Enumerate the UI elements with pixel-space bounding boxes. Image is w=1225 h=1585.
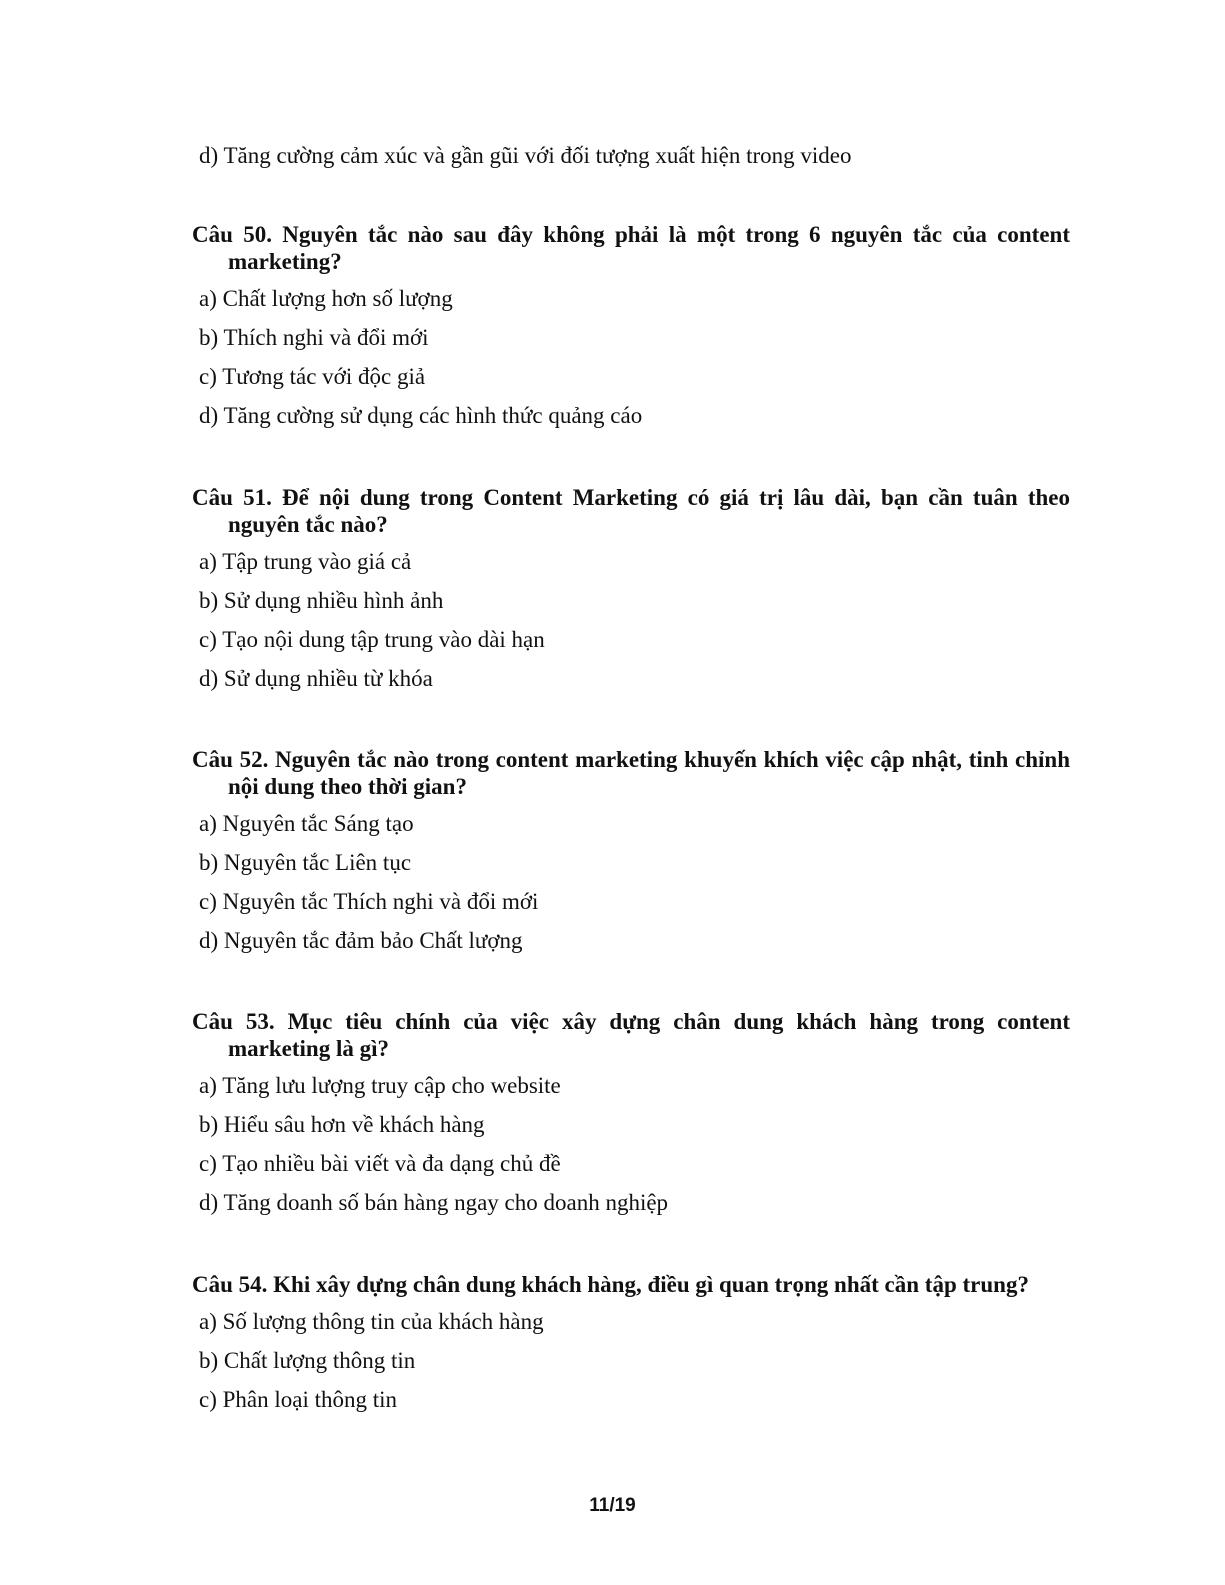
option-list xyxy=(192,548,1070,704)
option-c: c) Nguyên tắc Thích nghi và đổi mới xyxy=(199,889,539,914)
option-b: b) Chất lượng thông tin xyxy=(199,1348,416,1373)
question-label: Câu 50. xyxy=(192,222,272,247)
option-b: b) Thích nghi và đổi mới xyxy=(199,325,429,350)
question-text xyxy=(192,484,1070,538)
option-c: c) Tạo nhiều bài viết và đa dạng chủ đề xyxy=(199,1151,561,1176)
option-list xyxy=(192,285,1070,441)
question-text xyxy=(192,746,1070,800)
option-c: c) Phân loại thông tin xyxy=(199,1387,398,1412)
question-body: Để nội dung trong Content Marketing có giá trị lâu dài, bạn cần tuân theo nguyên tắc nào? xyxy=(228,485,1070,537)
option-d: d) Sử dụng nhiều từ khóa xyxy=(199,666,433,691)
option-list xyxy=(192,1072,1070,1228)
question-53 xyxy=(192,1008,1070,1228)
option-a: a) Tăng lưu lượng truy cập cho website xyxy=(199,1073,561,1098)
question-51 xyxy=(192,484,1070,704)
option-continued: d) Tăng cường cảm xúc và gần gũi với đối tượng xuất hiện trong video xyxy=(199,143,852,168)
option-a: a) Chất lượng hơn số lượng xyxy=(199,286,453,311)
option-list xyxy=(192,1308,1070,1425)
question-label: Câu 52. xyxy=(192,747,269,772)
option-list xyxy=(192,810,1070,966)
question-label: Câu 54. xyxy=(192,1272,268,1297)
question-50 xyxy=(192,221,1070,441)
question-text xyxy=(192,221,1070,275)
page-number: 11/19 xyxy=(589,1495,636,1516)
question-label: Câu 51. xyxy=(192,485,272,510)
question-body: Mục tiêu chính của việc xây dựng chân dung khách hàng trong content marketing là gì? xyxy=(228,1009,1070,1061)
option-a: a) Tập trung vào giá cả xyxy=(199,549,412,574)
option-d: d) Tăng doanh số bán hàng ngay cho doanh nghiệp xyxy=(199,1190,669,1215)
question-body: Nguyên tắc nào sau đây không phải là một trong 6 nguyên tắc của content marketing? xyxy=(228,222,1070,274)
question-text xyxy=(192,1271,1070,1298)
question-body: Khi xây dựng chân dung khách hàng, điều gì quan trọng nhất cần tập trung? xyxy=(267,1272,1029,1297)
option-c: c) Tương tác với độc giả xyxy=(199,364,426,389)
question-text xyxy=(192,1008,1070,1062)
question-label: Câu 53. xyxy=(192,1009,275,1034)
question-52 xyxy=(192,746,1070,966)
option-c: c) Tạo nội dung tập trung vào dài hạn xyxy=(199,627,545,652)
question-54 xyxy=(192,1271,1070,1425)
question-body: Nguyên tắc nào trong content marketing khuyến khích việc cập nhật, tinh chỉnh nội dung theo thời gian? xyxy=(228,747,1070,799)
option-d: d) Nguyên tắc đảm bảo Chất lượng xyxy=(199,928,523,953)
option-b: b) Sử dụng nhiều hình ảnh xyxy=(199,588,444,613)
option-a: a) Nguyên tắc Sáng tạo xyxy=(199,811,414,836)
option-b: b) Hiểu sâu hơn về khách hàng xyxy=(199,1112,485,1137)
option-b: b) Nguyên tắc Liên tục xyxy=(199,850,412,875)
option-a: a) Số lượng thông tin của khách hàng xyxy=(199,1309,544,1334)
option-d: d) Tăng cường sử dụng các hình thức quảng cáo xyxy=(199,403,643,428)
